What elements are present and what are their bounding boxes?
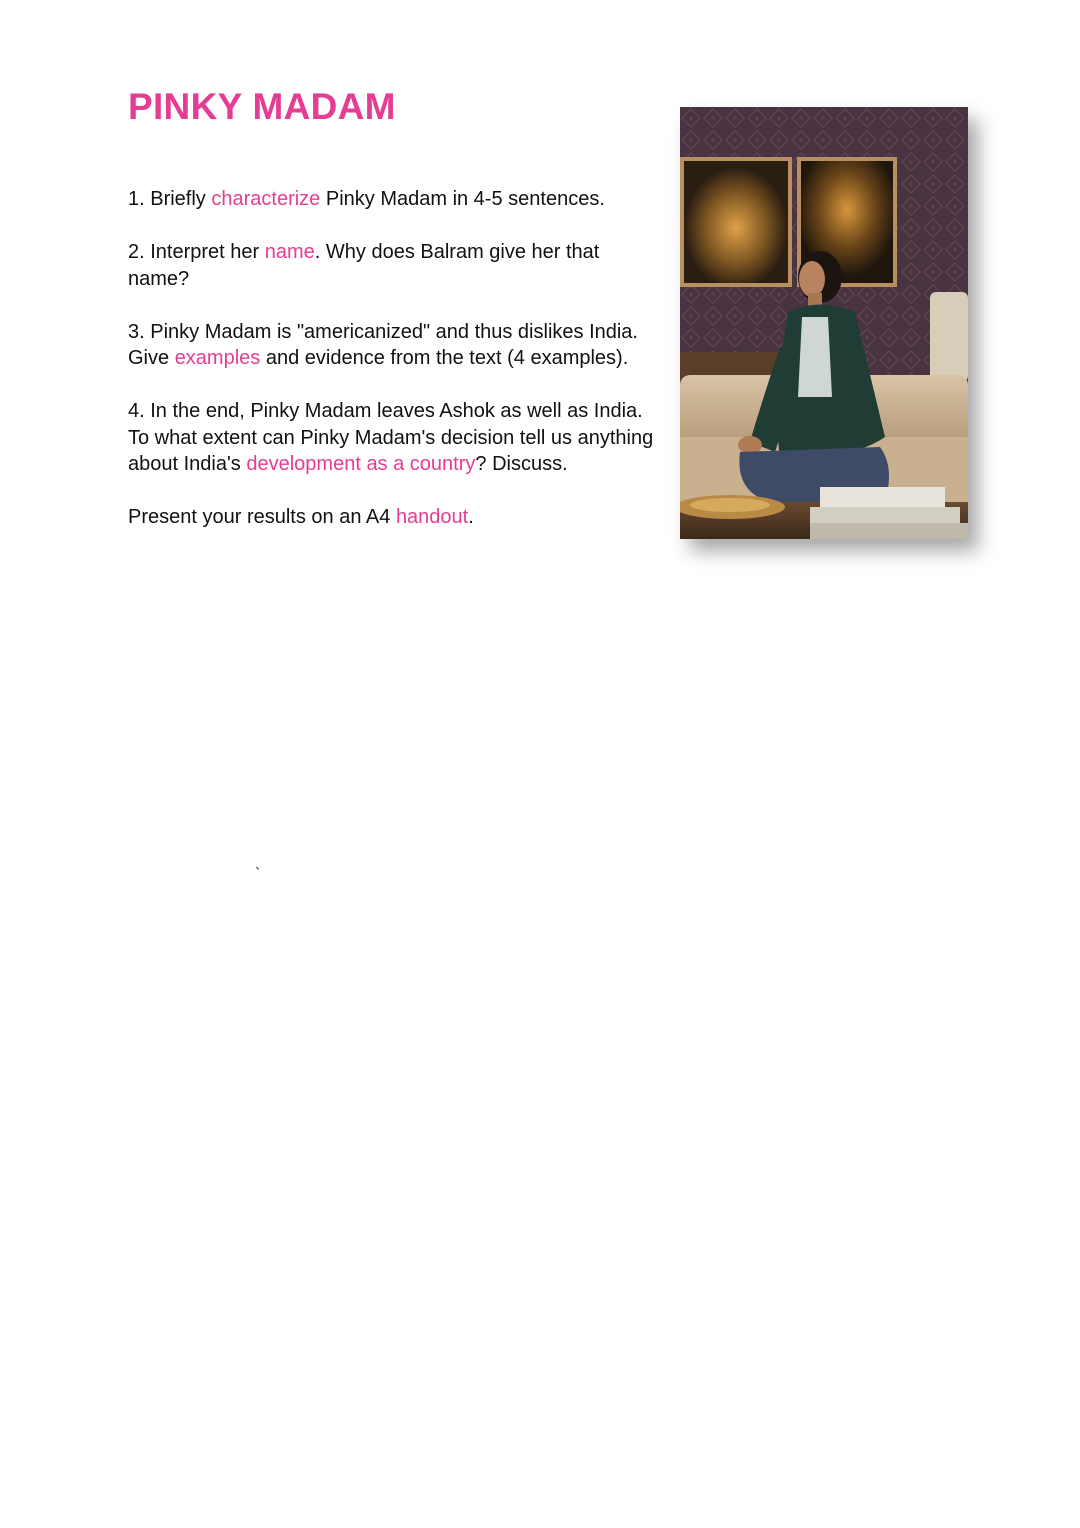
highlight-term: handout (395, 506, 469, 528)
question-4: 4. In the end, Pinky Madam leaves Ashok as well as India. To what extent can Pinky Madam's decision tell us anything about India's development as a country? Discuss. (128, 400, 654, 475)
highlight-term: examples (174, 347, 261, 369)
pinky-madam-photo (680, 107, 968, 539)
highlight-term: name (264, 241, 315, 263)
highlight-term: development as a country (246, 453, 476, 475)
photo-illustration (680, 107, 968, 539)
page-title: PINKY MADAM (128, 86, 396, 127)
instruction: Present your results on an A4 handout. (128, 506, 474, 528)
highlight-term: characterize (211, 188, 321, 210)
question-3: 3. Pinky Madam is "americanized" and thus dislikes India. Give examples and evidence from the text (4 examples). (128, 320, 638, 369)
question-1: 1. Briefly characterize Pinky Madam in 4-5 sentences. (128, 188, 605, 210)
question-2: 2. Interpret her name. Why does Balram give her that name? (128, 241, 600, 290)
question-list (128, 186, 658, 557)
stray-mark: ` (255, 866, 261, 883)
